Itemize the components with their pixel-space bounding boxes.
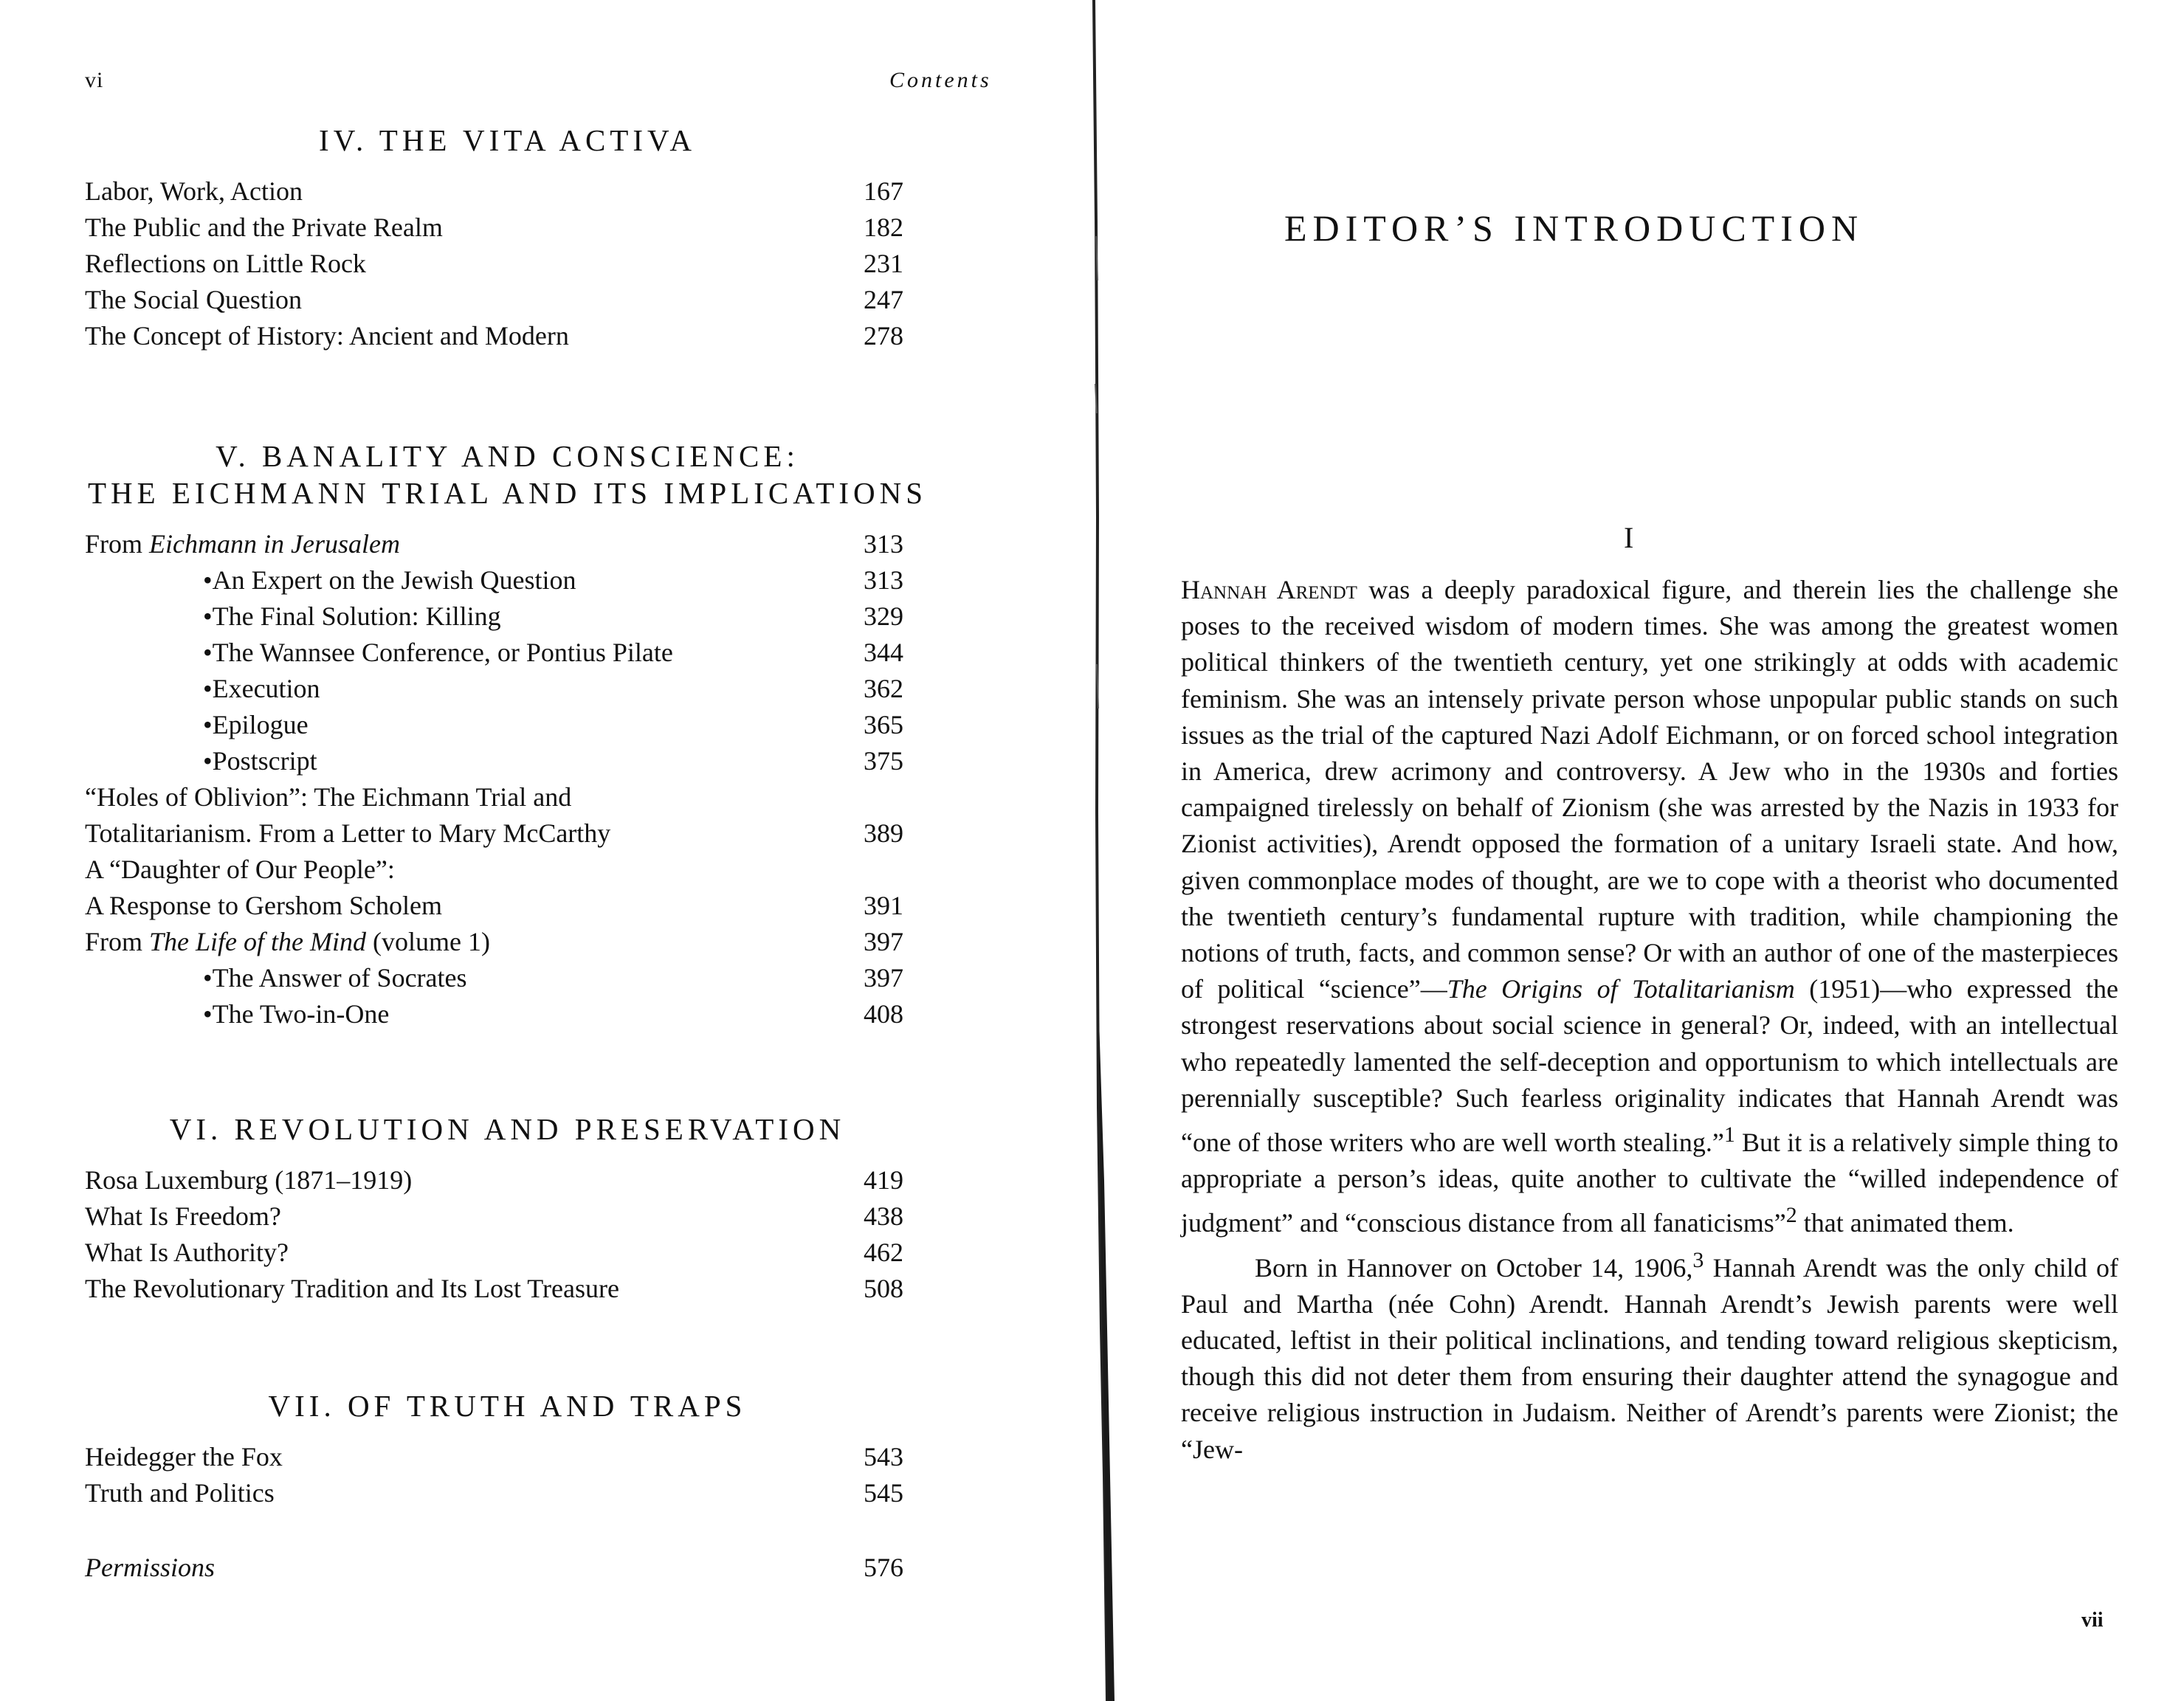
footnote-marker: 1 [1723,1122,1735,1148]
toc-entry-title: The Public and the Private Realm [85,213,443,242]
toc-subentry [85,562,930,598]
toc-entry [85,318,930,354]
toc-entry-page: 397 [864,963,903,993]
toc-section-vii [85,1387,930,1511]
toc-entry-page: 389 [864,818,903,848]
chapter-title: EDITOR’S INTRODUCTION [1284,207,1864,249]
toc-entry-title: Totalitarianism. From a Letter to Mary McCarthy [85,818,611,848]
toc-entry-title: Labor, Work, Action [85,176,303,206]
toc-entry-page: 278 [864,321,903,351]
toc-entry-page: 362 [864,674,903,703]
toc-entry-title: “Holes of Oblivion”: The Eichmann Trial and [85,782,572,812]
toc-entry-title: The Revolutionary Tradition and Its Lost Treasure [85,1274,619,1303]
toc-entry-page: 182 [864,213,903,242]
toc-entry-title: •Epilogue [203,710,309,739]
toc-entry-title: •The Final Solution: Killing [203,601,501,631]
book-gutter [1085,0,1122,1701]
toc-entry-page: 391 [864,891,903,920]
toc-entry-title: What Is Authority? [85,1238,289,1267]
toc-entry-title: •The Answer of Socrates [203,963,467,993]
toc-entry-title: A Response to Gershom Scholem [85,891,442,920]
toc-entry-page: 543 [864,1442,903,1471]
toc-entry-page: 231 [864,249,903,278]
toc-section-iv [85,122,930,354]
toc-entry-page: 167 [864,176,903,206]
toc-entry-title: Rosa Luxemburg (1871–1919) [85,1165,413,1195]
toc-entry-title: •Execution [203,674,320,703]
toc-entry [85,1271,930,1307]
paragraph: Hannah Arendt was a deeply paradoxical figure, and therein lies the challenge she poses to the received wisdom of modern times. She was among the greatest women political thinkers of the twentieth century, yet one strikingly at odds with academic feminism. She was an intensely private person whose unpopular public stands on such issues as the trial of the captured Nazi Adolf Eichmann, or on forced school integration in America, drew acrimony and controversy. A Jew who in the 1930s and forties campaigned tirelessly on behalf of Zionism (she was arrested by the Nazis in 1933 for Zionist activities), Arendt opposed the formation of a unitary Israeli state. And how, given commonplace modes of thought, are we to cope with a theorist who documented the twentieth century’s fundamental rupture with tradition, while championing the notions of truth, facts, and common sense? Or with an author of one of the masterpieces of political “science”—The Origins of Totalitarianism (1951)—who expressed the strongest reservations about social science in general? Or, indeed, with an intellectual who repeatedly lamented the self-deception and opportunism to which intellectuals are perennially susceptible? Such fearless originality indicates that Hannah Arendt was “one of those writers who are well worth stealing.”$^1$ But it is a relatively simple thing to appropriate a person’s ideas, quite another to cultivate the “willed independence of judgment” and “conscious distance from all fanaticisms”$^2$ that animated them. [1181,575,2119,1238]
toc-entry-page: 419 [864,1165,903,1195]
toc-subentry [85,598,930,635]
book-title: The Origins of Totalitarianism [1447,974,1795,1004]
toc-entry [85,282,930,318]
toc-entry [85,815,930,852]
toc-entry-page: 344 [864,638,903,667]
toc-entry [85,1235,930,1271]
toc-entry-title: •Postscript [203,746,317,776]
toc-entry-page: 576 [864,1553,903,1582]
footnote-marker: 2 [1785,1203,1797,1228]
section-heading-line-1: V. BANALITY AND CONSCIENCE: [216,439,799,473]
toc-entry-page: 375 [864,746,903,776]
toc-entry [85,1439,930,1475]
toc-entry [85,779,930,815]
toc-subentry [85,743,930,779]
toc-entry-title: A “Daughter of Our People”: [85,855,395,884]
running-head: Contents [889,68,992,92]
toc-entry-page: 313 [864,529,903,559]
toc-entry-page: 462 [864,1238,903,1267]
toc-entry [85,1475,930,1511]
toc-subentry [85,960,930,996]
gutter-shadow [1085,0,1122,1701]
toc-entry [85,1550,930,1586]
toc-entry-title: Reflections on Little Rock [85,249,366,278]
section-heading: VI. REVOLUTION AND PRESERVATION [169,1112,846,1146]
toc-entry-title: Heidegger the Fox [85,1442,283,1471]
toc-subentry [85,707,930,743]
toc-entry-title: The Concept of History: Ancient and Modern [85,321,569,351]
section-heading: IV. THE VITA ACTIVA [319,123,696,157]
toc-entry-page: 408 [864,999,903,1029]
toc-entry-page: 365 [864,710,903,739]
toc-entry [85,1162,930,1198]
toc-subentry [85,635,930,671]
page-number: vii [2081,1609,2104,1632]
toc-permissions [85,1550,930,1586]
toc-entry-title: The Social Question [85,285,302,314]
toc-entry [85,852,930,888]
toc-entry-page: 329 [864,601,903,631]
toc-entry-page: 508 [864,1274,903,1303]
toc-entry-page: 247 [864,285,903,314]
toc-entry [85,246,930,282]
author-name: Hannah Arendt [1181,575,1357,604]
toc-entry-title: From The Life of the Mind (volume 1) [85,927,490,956]
toc-entry [85,924,930,960]
toc-entry [85,888,930,924]
toc-entry-title: From Eichmann in Jerusalem [85,529,400,559]
toc-entry [85,173,930,210]
toc-entry [85,526,930,562]
toc-subentry [85,996,930,1032]
footnote-marker: 3 [1692,1247,1704,1272]
toc-entry-title: •An Expert on the Jewish Question [203,565,576,595]
toc-entry-page: 397 [864,927,903,956]
toc-entry-page: 545 [864,1478,903,1508]
section-heading: VII. OF TRUTH AND TRAPS [268,1389,747,1423]
toc-entry-title: What Is Freedom? [85,1201,281,1231]
toc-entry-title: •The Two-in-One [203,999,390,1029]
toc-section-v [85,438,930,1032]
paragraph: Born in Hannover on October 14, 1906,$^3$ Hannah Arendt was the only child of Paul and Martha (née Cohn) Arendt. Hannah Arendt’s Jewish parents were well educated, leftist in their political inclinations, and tending toward religious skepticism, though this did not deter them from ensuring their daughter attend the synagogue and receive religious instruction in Judaism. Neither of Arendt’s parents were Zionist; the “Jew- [1181,1247,2119,1464]
toc-entry [85,1198,930,1235]
toc-section-vi [85,1111,930,1307]
toc-entry-page: 313 [864,565,903,595]
section-heading-line-2: THE EICHMANN TRIAL AND ITS IMPLICATIONS [87,476,928,510]
contents-page [0,0,1085,1701]
toc-entry [85,210,930,246]
toc-entry-title: •The Wannsee Conference, or Pontius Pilate [203,638,673,667]
body-text [1181,572,2118,1468]
toc-subentry [85,671,930,707]
toc-entry-page: 438 [864,1201,903,1231]
toc-entry-title: Permissions [85,1553,216,1582]
toc-entry-title: Truth and Politics [85,1478,275,1508]
page-number: vi [85,68,104,92]
introduction-page [1181,0,2140,1701]
section-numeral: I [1624,521,1634,554]
